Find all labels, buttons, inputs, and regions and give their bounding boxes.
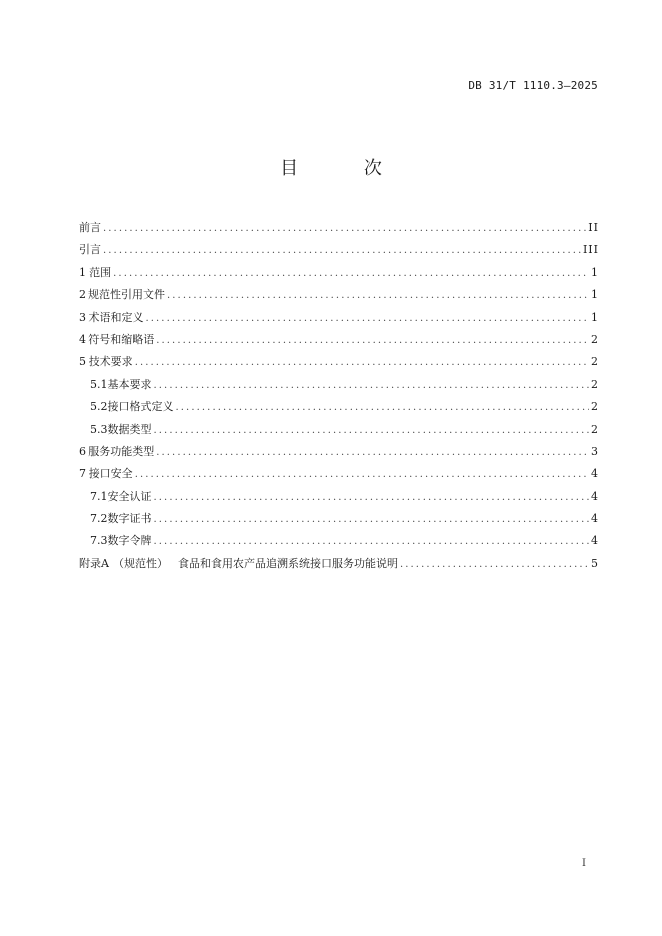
toc-entry-label: 规范性引用文件 bbox=[88, 288, 165, 302]
toc-dot-leader bbox=[135, 352, 589, 374]
toc-entry-label: 数字令牌 bbox=[107, 534, 152, 548]
toc-entry-number: 1 bbox=[79, 265, 86, 279]
toc-dot-leader bbox=[154, 509, 590, 531]
toc-entry[interactable] bbox=[79, 217, 599, 239]
toc-entry[interactable] bbox=[79, 262, 599, 284]
toc-entry[interactable] bbox=[79, 441, 599, 463]
toc-entry-number: 7.3 bbox=[90, 534, 108, 548]
toc-entry[interactable] bbox=[79, 329, 599, 351]
standard-code: DB 31/T 1110.3—2025 bbox=[468, 79, 598, 92]
toc-dot-leader bbox=[156, 330, 589, 352]
toc-entry-tag: （规范性） bbox=[112, 556, 168, 570]
toc-dot-leader bbox=[154, 420, 590, 442]
toc-entry-page: 2 bbox=[591, 400, 599, 414]
toc-entry-label: 食品和食用农产品追溯系统接口服务功能说明 bbox=[177, 556, 398, 570]
toc-entry-number: 3 bbox=[79, 310, 86, 324]
toc-entry-number: 7.2 bbox=[90, 512, 108, 526]
toc-dot-leader bbox=[135, 464, 589, 486]
toc-dot-leader bbox=[154, 375, 590, 397]
toc-entry-page: 2 bbox=[591, 332, 599, 346]
toc-dot-leader bbox=[156, 442, 589, 464]
toc-entry[interactable] bbox=[79, 396, 599, 418]
toc-entry-page: III bbox=[582, 243, 599, 257]
toc-entry-page: II bbox=[588, 221, 599, 234]
toc-entry-page: 3 bbox=[591, 444, 599, 458]
toc-entry-page: 4 bbox=[591, 467, 599, 481]
toc-entry-page: 1 bbox=[591, 288, 599, 302]
page-number: I bbox=[582, 858, 586, 869]
toc-entry[interactable] bbox=[79, 508, 599, 530]
page-title: 目 次 bbox=[280, 158, 412, 179]
toc-dot-leader bbox=[113, 263, 589, 285]
toc-dot-leader bbox=[176, 397, 590, 419]
toc-entry-label: 符号和缩略语 bbox=[88, 332, 155, 346]
toc-dot-leader bbox=[103, 240, 581, 262]
toc-entry-label: 基本要求 bbox=[107, 377, 152, 391]
toc-entry-label: 前言 bbox=[79, 221, 101, 234]
toc-entry-label: 引言 bbox=[79, 243, 101, 257]
toc-entry-label: 术语和定义 bbox=[88, 310, 144, 324]
toc-entry[interactable] bbox=[79, 419, 599, 441]
toc-entry-number: 5.1 bbox=[90, 377, 108, 391]
toc-entry-label: 服务功能类型 bbox=[88, 444, 155, 458]
toc-entry-page: 4 bbox=[591, 512, 599, 526]
toc-entry-page: 2 bbox=[591, 422, 599, 436]
toc-entry[interactable] bbox=[79, 374, 599, 396]
toc-entry-label: 技术要求 bbox=[88, 355, 133, 369]
toc-dot-leader bbox=[400, 554, 589, 576]
toc-entry-page: 4 bbox=[591, 489, 599, 503]
toc-entry[interactable] bbox=[79, 553, 599, 575]
toc-entry[interactable] bbox=[79, 463, 599, 485]
table-of-contents bbox=[79, 217, 599, 575]
toc-entry[interactable] bbox=[79, 239, 599, 261]
toc-entry-label: 接口格式定义 bbox=[107, 400, 174, 414]
toc-dot-leader bbox=[167, 285, 589, 307]
toc-entry-number: 5.2 bbox=[90, 400, 108, 414]
toc-entry-label: 接口安全 bbox=[88, 467, 133, 481]
toc-entry-page: 2 bbox=[591, 355, 599, 369]
toc-entry[interactable] bbox=[79, 530, 599, 552]
toc-entry-number: 7.1 bbox=[90, 489, 108, 503]
toc-entry-number: 7 bbox=[79, 467, 86, 481]
toc-entry-page: 4 bbox=[591, 534, 599, 548]
toc-dot-leader bbox=[103, 218, 586, 240]
toc-dot-leader bbox=[154, 487, 590, 509]
toc-entry-number: 5.3 bbox=[90, 422, 108, 436]
toc-entry-page: 2 bbox=[591, 377, 599, 391]
toc-dot-leader bbox=[145, 308, 589, 330]
toc-entry-label: 范围 bbox=[89, 265, 112, 279]
toc-entry-number: 2 bbox=[79, 288, 86, 302]
toc-entry-number: 5 bbox=[79, 355, 86, 369]
toc-entry[interactable] bbox=[79, 307, 599, 329]
toc-entry-number: 4 bbox=[79, 332, 86, 346]
toc-entry-page: 5 bbox=[591, 556, 599, 570]
toc-entry-label: 安全认证 bbox=[107, 489, 152, 503]
toc-entry-number: 6 bbox=[79, 444, 86, 458]
toc-entry[interactable] bbox=[79, 351, 599, 373]
toc-entry-page: 1 bbox=[591, 310, 599, 324]
toc-dot-leader bbox=[154, 531, 590, 553]
toc-entry[interactable] bbox=[79, 486, 599, 508]
toc-entry-number: 附录A bbox=[79, 556, 109, 570]
toc-entry-label: 数字证书 bbox=[107, 512, 152, 526]
toc-entry-page: 1 bbox=[591, 265, 599, 279]
toc-entry[interactable] bbox=[79, 284, 599, 306]
toc-entry-label: 数据类型 bbox=[107, 422, 152, 436]
